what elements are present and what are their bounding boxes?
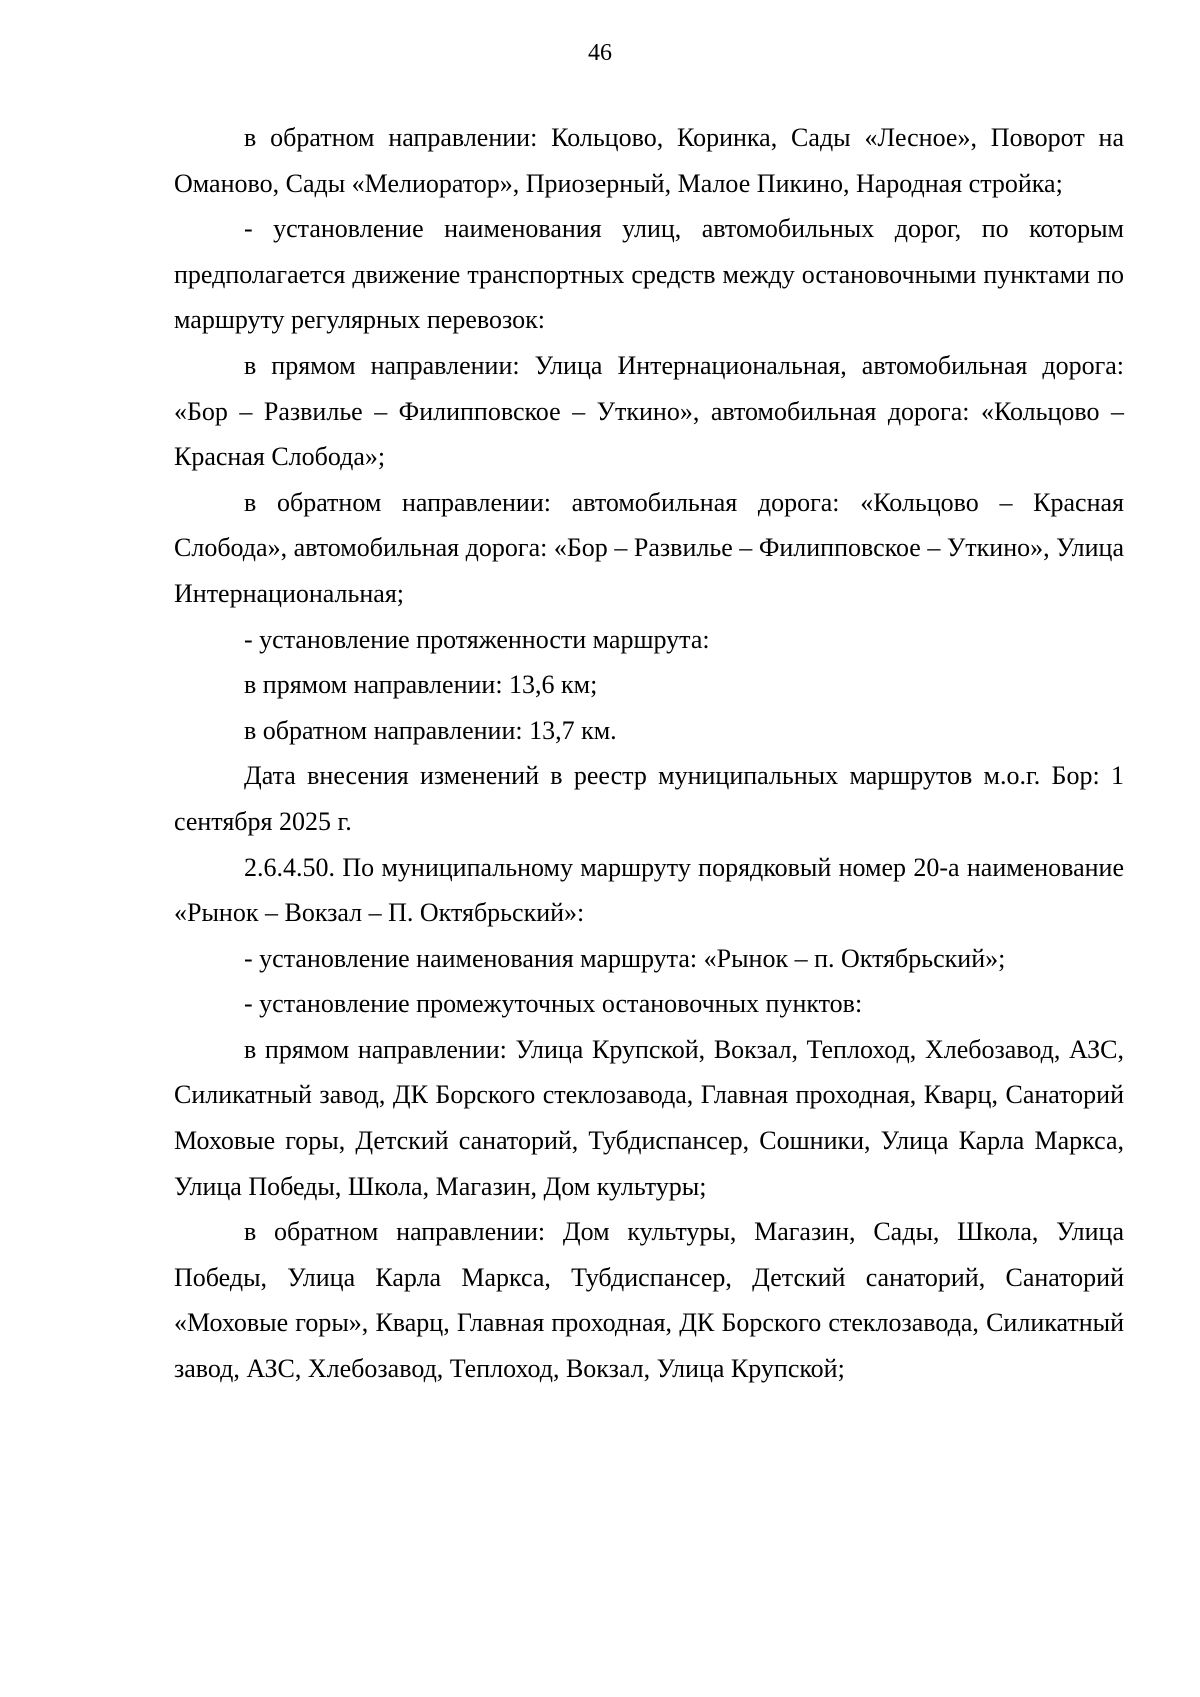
- paragraph-intermediate-stops-heading: - установление промежуточных остановочных пунктов:: [244, 989, 863, 1019]
- paragraph-reverse-roads: в обратном направлении: автомобильная дорога: «Кольцово – Красная Слобода», автомобильная дорога: «Бор – Развилье – Филипповское – Уткино», Улица Интернациональная;: [174, 487, 1124, 608]
- paragraph-registry-date: Дата внесения изменений в реестр муниципальных маршрутов м.о.г. Бор: 1 сентября 2025 г.: [174, 761, 1124, 836]
- document-body: [174, 115, 1124, 1392]
- paragraph-street-names-heading: - установление наименования улиц, автомобильных дорог, по которым предполагается движение транспортных средств между остановочными пунктами по маршруту регулярных перевозок:: [174, 214, 1124, 335]
- paragraph-section-2-6-4-50: 2.6.4.50. По муниципальному маршруту порядковый номер 20-а наименование «Рынок – Вокзал – П. Октябрьский»:: [174, 852, 1124, 928]
- paragraph-forward-length: в прямом направлении: 13,6 км;: [244, 670, 598, 700]
- paragraph-route-name: - установление наименования маршрута: «Рынок – п. Октябрьский»;: [244, 943, 1006, 973]
- paragraph-forward-stops: в прямом направлении: Улица Крупской, Вокзал, Теплоход, Хлебозавод, АЗС, Силикатный завод, ДК Борского стеклозавода, Главная проходная, Кварц, Санаторий Моховые горы, Детский санаторий, Тубдиспансер, Сошники, Улица Карла Маркса, Улица Победы, Школа, Магазин, Дом культуры;: [174, 1034, 1124, 1201]
- paragraph-route-length-heading: - установление протяженности маршрута:: [244, 624, 710, 654]
- paragraph-reverse-stops-previous-route: в обратном направлении: Кольцово, Коринка, Сады «Лесное», Поворот на Оманово, Сады «Мелиоратор», Приозерный, Малое Пикино, Народная стройка;: [174, 123, 1124, 198]
- paragraph-forward-roads: в прямом направлении: Улица Интернациональная, автомобильная дорога: «Бор – Развилье – Филипповское – Уткино», автомобильная дорога: «Кольцово – Красная Слобода»;: [174, 350, 1124, 472]
- page-number: 46: [588, 40, 612, 66]
- paragraph-reverse-stops: в обратном направлении: Дом культуры, Магазин, Сады, Школа, Улица Победы, Улица Карла Маркса, Тубдиспансер, Детский санаторий, Санаторий «Моховые горы», Кварц, Главная проходная, ДК Борского стеклозавода, Силикатный завод, АЗС, Хлебозавод, Теплоход, Вокзал, Улица Крупской;: [174, 1217, 1124, 1384]
- paragraph-reverse-length: в обратном направлении: 13,7 км.: [244, 715, 617, 745]
